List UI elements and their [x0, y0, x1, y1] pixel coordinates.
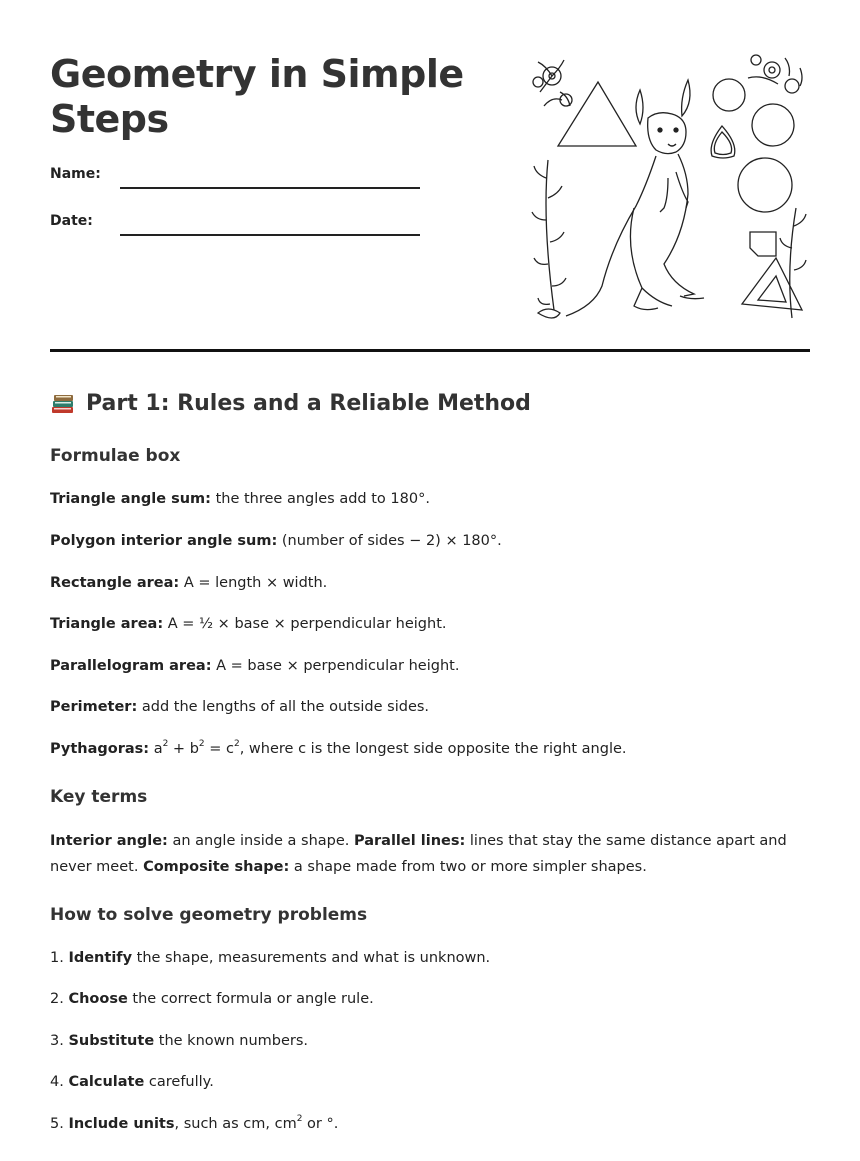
formula-rectangle-area: Rectangle area: A = length × width.	[50, 575, 328, 591]
method-heading: How to solve geometry problems	[50, 905, 368, 925]
circle-icon	[752, 104, 794, 146]
method-step: 5. Include units, such as cm, $cm^2$ or °.	[50, 1114, 339, 1132]
formula-triangle-area: Triangle area: A = ½ × base × perpendicular height.	[50, 616, 447, 632]
flower-icon	[748, 55, 802, 93]
formula-triangle-angle-sum: Triangle angle sum: the three angles add to 180°.	[50, 491, 430, 507]
part1-heading-text: Part 1: Rules and a Reliable Method	[86, 390, 531, 416]
books-icon	[50, 390, 76, 416]
method-step: 3. Substitute the known numbers.	[50, 1033, 309, 1049]
formula-pythagoras: Pythagoras: $a^2 + b^2 = c^2$, where c is the longest side opposite the right angle.	[50, 739, 627, 757]
method-step: 4. Calculate carefully.	[50, 1074, 214, 1090]
set-square-icon	[742, 258, 802, 310]
circle-icon	[738, 158, 792, 212]
flower-icon	[533, 60, 572, 106]
formula-perimeter: Perimeter: add the lengths of all the outside sides.	[50, 699, 430, 715]
date-field[interactable]	[120, 234, 420, 236]
square-icon	[750, 232, 776, 256]
title-line-1: Geometry in Simple	[50, 52, 464, 96]
page-title	[50, 52, 470, 142]
section-divider	[50, 349, 810, 352]
date-label: Date:	[50, 213, 93, 229]
key-terms-heading: Key terms	[50, 787, 148, 807]
formulae-heading: Formulae box	[50, 446, 181, 466]
name-label: Name:	[50, 166, 101, 182]
formula-parallelogram-area: Parallelogram area: A = base × perpendicular height.	[50, 658, 460, 674]
formula-polygon-angle-sum: Polygon interior angle sum: (number of sides − 2) × 180°.	[50, 533, 502, 549]
vine-icon	[532, 160, 566, 318]
method-step: 2. Choose the correct formula or angle rule.	[50, 991, 374, 1007]
kangaroo-with-shapes-illustration	[530, 48, 812, 326]
part1-heading	[50, 390, 531, 416]
triangle-icon	[558, 82, 636, 146]
method-step: 1. Identify the shape, measurements and what is unknown.	[50, 950, 491, 966]
title-line-2: Steps	[50, 97, 169, 141]
name-field[interactable]	[120, 187, 420, 189]
key-terms-paragraph: Interior angle: an angle inside a shape. Parallel lines: lines that stay the same distance apart and never meet. Composite shape: a shape made from two or more simpler shapes.	[50, 833, 787, 875]
kangaroo-icon	[566, 80, 704, 316]
circle-icon	[713, 79, 745, 111]
